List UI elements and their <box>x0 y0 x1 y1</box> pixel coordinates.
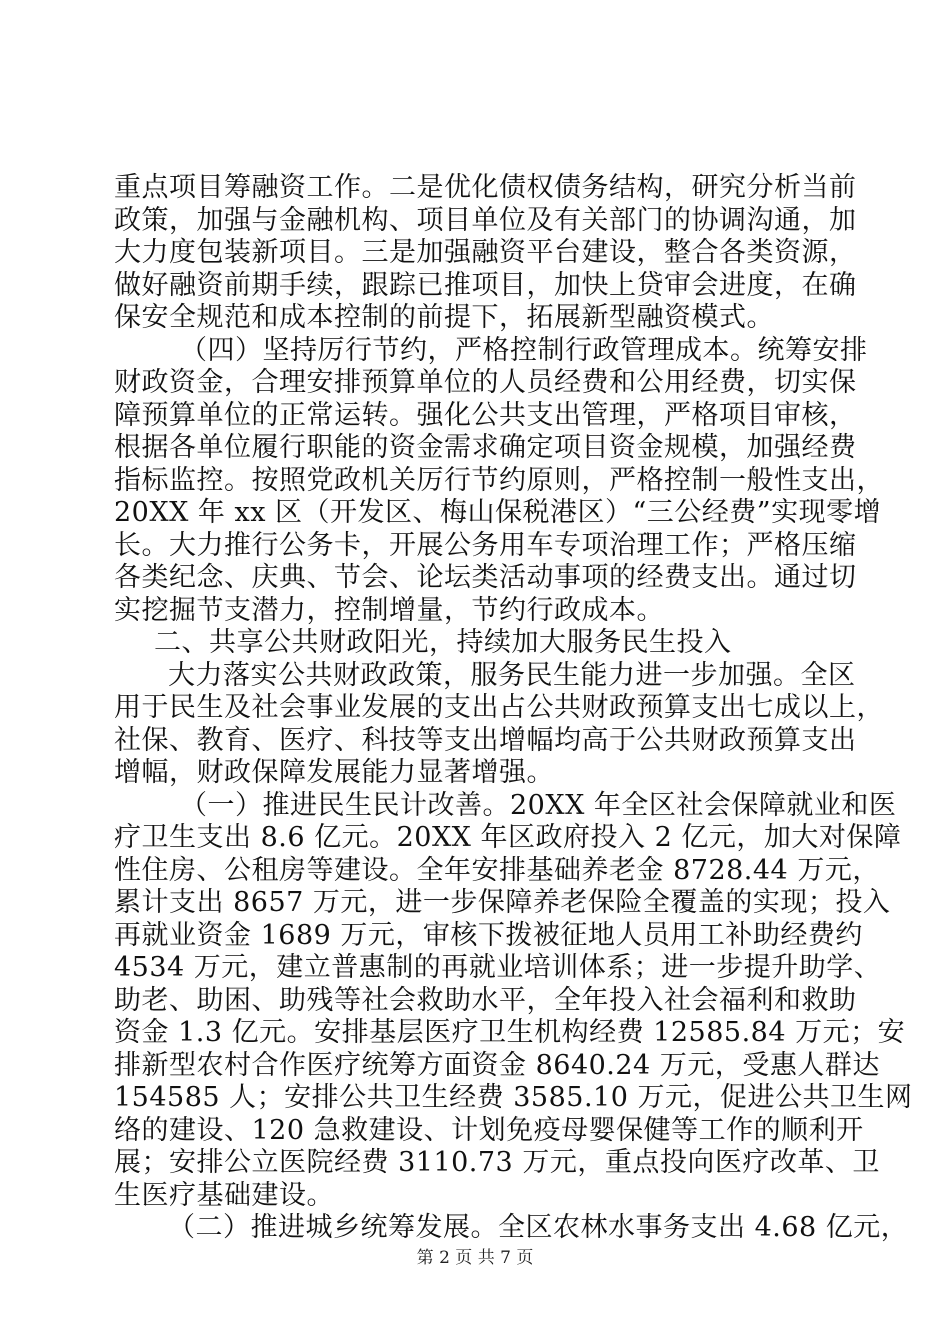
text-line: 根据各单位履行职能的资金需求确定项目资金规模，加强经费 <box>114 432 857 463</box>
text-line: 20XX 年 xx 区（开发区、梅山保税港区）“三公经费”实现零增 <box>114 497 882 528</box>
text-line: 财政资金，合理安排预算单位的人员经费和公用经费，切实保 <box>114 367 857 398</box>
page-number-footer: 第 2 页 共 7 页 <box>416 1248 534 1268</box>
text-line: 疗卫生支出 8.6 亿元。20XX 年区政府投入 2 亿元，加大对保障 <box>114 822 902 853</box>
text-line: 重点项目筹融资工作。二是优化债权债务结构，研究分析当前 <box>114 172 857 203</box>
text-line: 实挖掘节支潜力，控制增量，节约行政成本。 <box>114 594 664 626</box>
text-line: 资金 1.3 亿元。安排基层医疗卫生机构经费 12585.84 万元；安 <box>114 1017 906 1048</box>
text-line: 指标监控。按照党政机关厉行节约原则，严格控制一般性支出， <box>114 464 884 496</box>
paragraph-urban-rural <box>114 1212 909 1245</box>
text-line: 展；安排公立医院经费 3110.73 万元，重点投向医疗改革、卫 <box>114 1147 880 1178</box>
paragraph-frugality <box>114 334 884 628</box>
document-body <box>114 172 913 1245</box>
text-line: 保安全规范和成本控制的前提下，拓展新型融资模式。 <box>114 302 774 333</box>
heading-line: 二、共享公共财政阳光，持续加大服务民生投入 <box>154 627 732 658</box>
text-line: 增幅，财政保障发展能力显著增强。 <box>114 757 554 788</box>
text-line: 累计支出 8657 万元，进一步保障养老保险全覆盖的实现；投入 <box>114 887 891 918</box>
section-heading <box>114 627 838 660</box>
text-line: 4534 万元，建立普惠制的再就业培训体系；进一步提升助学、 <box>114 952 882 983</box>
text-line: 排新型农村合作医疗统筹方面资金 8640.24 万元，受惠人群达 <box>114 1049 880 1081</box>
text-line: 做好融资前期手续，跟踪已推项目，加快上贷审会进度，在确 <box>114 269 857 301</box>
paragraph-livelihood <box>114 789 913 1213</box>
text-line: 长。大力推行公务卡，开展公务用车专项治理工作；严格压缩 <box>114 529 857 561</box>
text-line: 各类纪念、庆典、节会、论坛类活动事项的经费支出。通过切 <box>114 562 857 593</box>
text-line: 助老、助困、助残等社会救助水平，全年投入社会福利和救助 <box>114 984 857 1016</box>
paragraph-financing <box>114 172 857 335</box>
text-line: 络的建设、120 急救建设、计划免疫母婴保健等工作的顺利开 <box>114 1114 864 1146</box>
text-line: 生医疗基础建设。 <box>114 1179 334 1211</box>
text-line: 大力落实公共财政政策，服务民生能力进一步加强。全区 <box>168 659 856 691</box>
text-line: 社保、教育、医疗、科技等支出增幅均高于公共财政预算支出 <box>114 724 857 756</box>
text-line: 性住房、公租房等建设。全年安排基础养老金 8728.44 万元， <box>114 854 880 886</box>
text-line: （一）推进民生民计改善。20XX 年全区社会保障就业和医 <box>180 789 897 821</box>
text-line: 用于民生及社会事业发展的支出占公共财政预算支出七成以上， <box>114 692 884 723</box>
text-line: 再就业资金 1689 万元，审核下拨被征地人员用工补助经费约 <box>114 919 863 951</box>
text-line: 大力度包装新项目。三是加强融资平台建设，整合各类资源， <box>114 237 857 268</box>
text-line: （四）坚持厉行节约，严格控制行政管理成本。统筹安排 <box>180 334 868 366</box>
text-line: 154585 人；安排公共卫生经费 3585.10 万元，促进公共卫生网 <box>114 1082 913 1113</box>
text-line: （二）推进城乡统筹发展。全区农林水事务支出 4.68 亿元， <box>168 1212 909 1243</box>
paragraph-public-finance <box>114 659 884 790</box>
text-line: 障预算单位的正常运转。强化公共支出管理，严格项目审核， <box>114 399 857 431</box>
text-line: 政策，加强与金融机构、项目单位及有关部门的协调沟通，加 <box>114 204 857 236</box>
